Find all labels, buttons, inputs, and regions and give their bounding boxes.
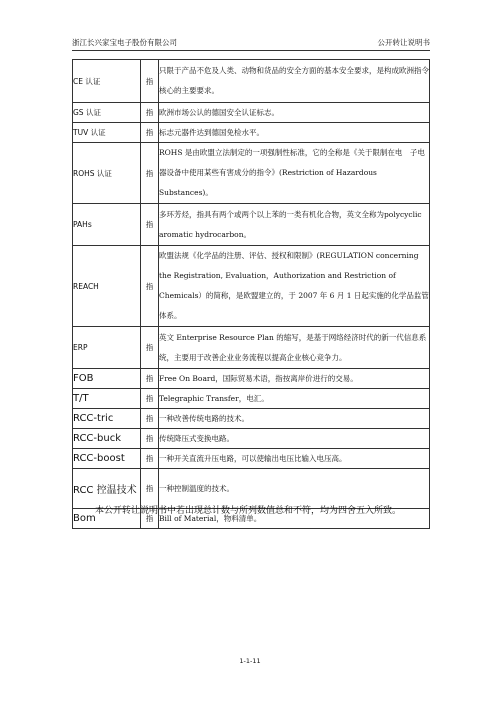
term-cell: RCC 控温技术 [73,469,141,509]
sign-cell: 指 [141,143,159,204]
table-row [73,204,430,246]
description-cell: 欧盟法规《化学品的注册、评估、授权和限制》(REGULATION concerning the Registration, Evaluation，Authorization and Restriction of Chemicals）的简称，是欧盟建立的，于 2007 年 6 月 1 日起实施的化学品监管体系。 [159,246,430,327]
sign-cell: 指 [141,327,159,369]
description-cell: 英文 Enterprise Resource Plan 的缩写，是基于网络经济时代的新一代信息系统，主要用于改善企业业务流程以提高企业核心竞争力。 [159,327,430,369]
description-cell: 一种改善传统电路的技术。 [159,409,430,429]
table-row [73,429,430,449]
description-cell: 标志元器件达到德国免检水平。 [159,123,430,143]
term-cell: FOB [73,369,141,389]
description-cell: Bill of Material，物料清单。 [159,509,430,529]
sign-cell: 指 [141,369,159,389]
sign-cell: 指 [141,469,159,509]
term-cell: ERP [73,327,141,369]
term-cell: TUV 认证 [73,123,141,143]
sign-cell: 指 [141,246,159,327]
sign-cell: 指 [141,389,159,409]
table-row [73,246,430,327]
sign-cell: 指 [141,60,159,103]
term-cell: RCC-boost [73,449,141,469]
term-cell: RCC-tric [73,409,141,429]
description-cell: Telegraphic Transfer，电汇。 [159,389,430,409]
table-row [73,389,430,409]
table-row [73,103,430,123]
page-number: 1-1-11 [239,657,261,665]
term-cell: CE 认证 [73,60,141,103]
description-cell: 只限于产品不危及人类、动物和货品的安全方面的基本安全要求，是构成欧洲指令核心的主要要求。 [159,60,430,103]
term-cell: T/T [73,389,141,409]
term-cell: RCC-buck [73,429,141,449]
term-cell: Bom [73,509,141,529]
description-cell: Free On Board，国际贸易术语，指按离岸价进行的交易。 [159,369,430,389]
document-title: 公开转让说明书 [377,38,430,47]
company-name: 浙江长兴家宝电子股份有限公司 [72,38,177,47]
sign-cell: 指 [141,509,159,529]
description-cell: 欧洲市场公认的德国安全认证标志。 [159,103,430,123]
description-cell: 传统降压式变换电路。 [159,429,430,449]
table-row [73,409,430,429]
term-cell: ROHS 认证 [73,143,141,204]
description-cell: 一种开关直流升压电路，可以使输出电压比输入电压高。 [159,449,430,469]
table-row [73,449,430,469]
description-cell: ROHS 是由欧盟立法制定的一项强制性标准，它的全称是《关于限制在电 子电器设备中使用某些有害成分的指令》(Restriction of Hazardous Substances)。 [159,143,430,204]
table-row [73,369,430,389]
sign-cell: 指 [141,103,159,123]
definitions-table [72,59,430,529]
sign-cell: 指 [141,429,159,449]
table-row [73,60,430,103]
table-row [73,327,430,369]
description-cell: 多环芳烃，指具有两个或两个以上苯的一类有机化合物，英文全称为polycyclic aromatic hydrocarbon。 [159,204,430,246]
table-row [73,143,430,204]
term-cell: PAHs [73,204,141,246]
table-row [73,123,430,143]
page-header [72,36,430,51]
sign-cell: 指 [141,449,159,469]
sign-cell: 指 [141,409,159,429]
sign-cell: 指 [141,204,159,246]
sign-cell: 指 [141,123,159,143]
term-cell: GS 认证 [73,103,141,123]
term-cell: REACH [73,246,141,327]
rounding-note: 本公开转让说明书中若出现总计数与所列数值总和不符，均为四舍五入所致。 [95,506,402,516]
description-cell: 一种控制温度的技术。 [159,469,430,509]
